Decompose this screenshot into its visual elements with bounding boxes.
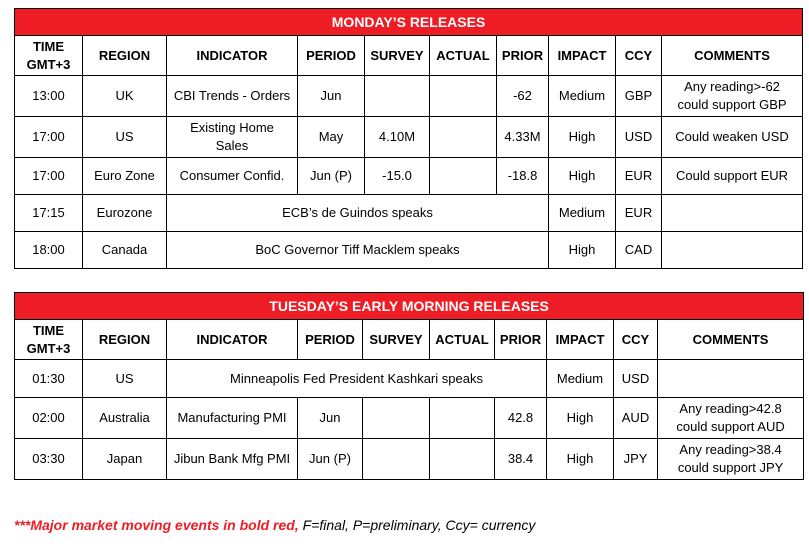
cell-survey: [363, 439, 430, 480]
cell-indicator: CBI Trends - Orders: [167, 76, 298, 117]
cell-time: 03:30: [15, 439, 83, 480]
tuesday-releases-table: [14, 292, 804, 480]
comments-line1: Any reading>-62: [684, 79, 780, 94]
cell-region: Eurozone: [83, 195, 167, 232]
header-ccy: CCY: [616, 36, 662, 76]
header-ccy: CCY: [614, 320, 658, 360]
cell-impact: Medium: [547, 360, 614, 398]
header-time-line2: GMT+3: [26, 56, 71, 72]
cell-impact: Medium: [549, 76, 616, 117]
cell-time: 13:00: [15, 76, 83, 117]
cell-comments: [662, 195, 803, 232]
header-region: REGION: [83, 36, 167, 76]
cell-impact: Medium: [549, 195, 616, 232]
cell-comments: Could weaken USD: [662, 117, 803, 158]
table-row: [15, 76, 803, 117]
cell-actual: [430, 398, 495, 439]
table-row: [15, 158, 803, 195]
cell-period: Jun: [298, 76, 365, 117]
cell-time: 17:15: [15, 195, 83, 232]
header-time: [15, 36, 83, 76]
cell-survey: [365, 76, 430, 117]
cell-region: UK: [83, 76, 167, 117]
cell-period: Jun: [298, 398, 363, 439]
monday-releases-table: [14, 8, 803, 269]
header-time-line2: GMT+3: [26, 340, 71, 356]
cell-impact: High: [547, 398, 614, 439]
comments-line2: could support GBP: [677, 97, 787, 112]
cell-time: 17:00: [15, 117, 83, 158]
cell-event: BoC Governor Tiff Macklem speaks: [167, 232, 549, 269]
table-row: [15, 360, 804, 398]
cell-time: 02:00: [15, 398, 83, 439]
cell-ccy: AUD: [614, 398, 658, 439]
cell-region: US: [83, 360, 167, 398]
cell-impact: High: [549, 232, 616, 269]
header-indicator: INDICATOR: [167, 320, 298, 360]
header-region: REGION: [83, 320, 167, 360]
indicator-line2: Sales: [215, 138, 249, 153]
cell-actual: [430, 76, 497, 117]
cell-survey: -15.0: [365, 158, 430, 195]
cell-prior: 42.8: [495, 398, 547, 439]
cell-ccy: EUR: [616, 158, 662, 195]
cell-ccy: USD: [616, 117, 662, 158]
header-time: [15, 320, 83, 360]
header-survey: SURVEY: [365, 36, 430, 76]
header-actual: ACTUAL: [430, 320, 495, 360]
cell-time: 17:00: [15, 158, 83, 195]
cell-impact: High: [549, 158, 616, 195]
cell-comments: [658, 360, 804, 398]
header-impact: IMPACT: [549, 36, 616, 76]
cell-comments: [658, 398, 804, 439]
cell-indicator: [167, 117, 298, 158]
header-comments: COMMENTS: [658, 320, 804, 360]
cell-ccy: JPY: [614, 439, 658, 480]
table-row: [15, 195, 803, 232]
cell-period: Jun (P): [298, 158, 365, 195]
cell-survey: 4.10M: [365, 117, 430, 158]
cell-impact: High: [547, 439, 614, 480]
header-survey: SURVEY: [363, 320, 430, 360]
comments-line1: Any reading>38.4: [679, 442, 782, 457]
cell-indicator: Manufacturing PMI: [167, 398, 298, 439]
footnote-legend: F=final, P=preliminary, Ccy= currency: [298, 517, 536, 533]
comments-line2: could support JPY: [677, 460, 784, 475]
cell-comments: Could support EUR: [662, 158, 803, 195]
cell-time: 18:00: [15, 232, 83, 269]
cell-region: Euro Zone: [83, 158, 167, 195]
footnote-highlight: ***Major market moving events in bold red,: [14, 517, 299, 533]
footnote: [14, 517, 535, 533]
table-row: [15, 232, 803, 269]
cell-comments: [662, 76, 803, 117]
cell-prior: -18.8: [497, 158, 549, 195]
cell-region: Canada: [83, 232, 167, 269]
cell-time: 01:30: [15, 360, 83, 398]
header-time-line1: TIME: [32, 322, 65, 338]
header-period: PERIOD: [298, 320, 363, 360]
table-row: [15, 117, 803, 158]
header-prior: PRIOR: [497, 36, 549, 76]
cell-event: Minneapolis Fed President Kashkari speaks: [167, 360, 547, 398]
cell-region: US: [83, 117, 167, 158]
cell-comments: [662, 232, 803, 269]
cell-indicator: Consumer Confid.: [167, 158, 298, 195]
cell-ccy: GBP: [616, 76, 662, 117]
cell-period: Jun (P): [298, 439, 363, 480]
cell-survey: [363, 398, 430, 439]
tuesday-title: TUESDAY’S EARLY MORNING RELEASES: [15, 293, 804, 320]
cell-region: Australia: [83, 398, 167, 439]
cell-actual: [430, 117, 497, 158]
header-period: PERIOD: [298, 36, 365, 76]
header-prior: PRIOR: [495, 320, 547, 360]
header-indicator: INDICATOR: [167, 36, 298, 76]
cell-region: Japan: [83, 439, 167, 480]
comments-line1: Any reading>42.8: [679, 401, 782, 416]
cell-ccy: USD: [614, 360, 658, 398]
cell-comments: [658, 439, 804, 480]
monday-title: MONDAY’S RELEASES: [15, 9, 803, 36]
header-impact: IMPACT: [547, 320, 614, 360]
table-row: [15, 439, 804, 480]
cell-prior: -62: [497, 76, 549, 117]
cell-ccy: CAD: [616, 232, 662, 269]
indicator-line1: Existing Home: [190, 120, 274, 135]
header-time-line1: TIME: [32, 38, 65, 54]
cell-event: ECB’s de Guindos speaks: [167, 195, 549, 232]
cell-impact: High: [549, 117, 616, 158]
header-comments: COMMENTS: [662, 36, 803, 76]
cell-prior: 4.33M: [497, 117, 549, 158]
comments-line2: could support AUD: [676, 419, 785, 434]
cell-ccy: EUR: [616, 195, 662, 232]
cell-prior: 38.4: [495, 439, 547, 480]
cell-period: May: [298, 117, 365, 158]
cell-actual: [430, 158, 497, 195]
cell-actual: [430, 439, 495, 480]
cell-indicator: Jibun Bank Mfg PMI: [167, 439, 298, 480]
header-actual: ACTUAL: [430, 36, 497, 76]
table-row: [15, 398, 804, 439]
